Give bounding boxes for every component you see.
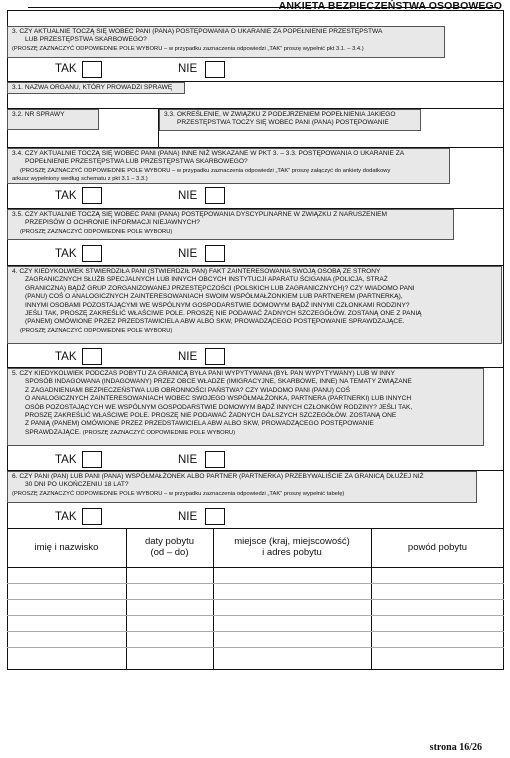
no-label: NIE xyxy=(178,63,198,75)
q6-yes-checkbox[interactable] xyxy=(82,508,102,525)
question-3-3-text-2: PRZESTĘPSTWA TOCZY SIĘ WOBEC PANI (PANA) POSTĘPOWANIE xyxy=(177,119,389,127)
q3-4-yes-checkbox[interactable] xyxy=(82,187,102,204)
column-header-dates xyxy=(126,536,213,558)
table-header-divider xyxy=(7,567,504,568)
question-3-note: (PROSZĘ ZAZNACZYĆ ODPOWIEDNIE POLE WYBORU – w przypadku zaznaczenia odpowiedzi „TAK” proszę wypełnić pkt 3.1. – 3.4.) xyxy=(12,45,364,52)
question-3-4-note: (PROSZĘ ZAZNACZYĆ ODPOWIEDNIE POLE WYBORU – w przypadku zaznaczenia odpowiedzi „TAK” proszę załączyć do ankiety dodatkowy xyxy=(20,167,391,174)
no-label: NIE xyxy=(178,248,198,260)
question-5-text: SPOSÓB INDAGOWANA (INDAGOWANY) PRZEZ OBCE WŁADZE (IMIGRACYJNE, SKARBOWE, INNE) NA TEMATY ZWIĄZANE xyxy=(25,378,412,386)
question-4-text: (PANU) COŚ O ANALOGICZNYCH ZAINTERESOWANIACH SWOIM WSPÓŁMAŁŻONKIEM LUB PARTNEREM (PARTNERKĄ), xyxy=(25,293,403,301)
yes-label: TAK xyxy=(55,511,77,523)
question-4-text: JEŚLI TAK, PROSZĘ ZAKREŚLIĆ WŁAŚCIWE POLE. PROSZĘ NIE PODAWAĆ ŻADNYCH SZCZEGÓŁÓW. ZOSTANĄ ONE Z PANIĄ xyxy=(25,310,422,318)
question-4 xyxy=(7,266,502,344)
question-3 xyxy=(7,26,445,58)
question-3-4-text: 3.4. CZY AKTUALNIE TOCZĄ SIĘ WOBEC PANI (PANA) INNE NIŻ WSKAZANE W PKT 3. – 3.3. POSTĘPOWANIA O UKARANIE ZA xyxy=(12,150,405,157)
column-header-place-line2: i adres pobytu xyxy=(262,547,322,558)
column-header-place-line1: miejsce (kraj, miejscowość) xyxy=(234,536,350,547)
question-3-3-text: 3.3. OKREŚLENIE, W ZWIĄZKU Z PODEJRZENIEM POPEŁNIENIA JAKIEGO xyxy=(164,111,396,118)
column-header-dates-line2: (od – do) xyxy=(150,547,189,558)
question-3-4 xyxy=(7,148,450,184)
question-3-5-text-2: PRZEPISÓW O OCHRONIE INFORMACJI NIEJAWNYCH? xyxy=(25,219,200,227)
question-3-4-text-2: POPEŁNIENIE PRZESTĘPSTWA LUB PRZESTĘPSTWA SKARBOWEGO? xyxy=(25,158,248,166)
question-4-text: 4. CZY KIEDYKOLWIEK STWIERDZIŁA PANI (STWIERDZIŁ PAN) FAKT ZAINTERESOWANIA SWOJĄ OSOBĄ ZE STRONY xyxy=(12,268,381,275)
column-header-place xyxy=(213,536,371,558)
page-header-title: ANKIETA BEZPIECZEŃSTWA OSOBOWEGO xyxy=(278,0,502,12)
question-3-4-note-2: arkusz wypełniony według schematu z pkt 3.1 – 3.3.) xyxy=(12,176,148,183)
q3-4-no-checkbox[interactable] xyxy=(205,187,225,204)
yes-label: TAK xyxy=(55,248,77,260)
question-5-text: O ANALOGICZNYCH ZAINTERESOWANIACH WOBEC SWOJEGO WSPÓŁMAŁŻONKA, PARTNERA (PARTNERKI) LUB INNYCH xyxy=(25,395,412,403)
question-3-1-label: 3.1. NAZWA ORGANU, KTÓRY PROWADZI SPRAWĘ xyxy=(12,84,173,91)
question-3-3 xyxy=(159,109,421,131)
q5-no-checkbox[interactable] xyxy=(205,451,225,468)
q3-yes-checkbox[interactable] xyxy=(82,61,102,78)
no-label: NIE xyxy=(178,351,198,363)
page-number: strona 16/26 xyxy=(429,742,482,753)
question-4-text: INNYMI OSOBAMI POZOSTAJĄCYMI WE WSPÓLNYM GOSPODARSTWIE DOMOWYM BĄDŹ INNYMI CZŁONKAMI RODZINY? xyxy=(25,301,410,309)
question-4-text: (PANEM) OMÓWIONE PRZEZ PRZEDSTAWICIELA ABW ALBO SKW, PROWADZĄCEGO POSTĘPOWANIE SPRAWDZAJĄCE. xyxy=(25,318,405,326)
question-6-text-2: 30 DNI PO UKOŃCZENIU 18 LAT? xyxy=(25,481,129,489)
yes-label: TAK xyxy=(55,63,77,75)
q3-5-yes-checkbox[interactable] xyxy=(82,245,102,262)
question-5-note: (PROSZĘ ZAZNACZYĆ ODPOWIEDNIE POLE WYBORU) xyxy=(82,429,235,436)
no-label: NIE xyxy=(178,511,198,523)
table-row[interactable] xyxy=(7,599,504,600)
no-label: NIE xyxy=(178,454,198,466)
question-5-text: Z ZAGADNIENIAMI BEZPIECZEŃSTWA LUB OBRONNOŚCI PAŃSTWA? CZY WIADOMO PANI (PANU) COŚ xyxy=(25,386,351,394)
question-3-5 xyxy=(7,209,454,240)
question-3-5-note: (PROSZĘ ZAZNACZYĆ ODPOWIEDNIE POLE WYBORU) xyxy=(20,228,173,235)
divider xyxy=(7,528,504,529)
table-row[interactable] xyxy=(7,647,504,648)
question-4-note: (PROSZĘ ZAZNACZYĆ ODPOWIEDNIE POLE WYBORU) xyxy=(20,327,173,334)
question-4-text: ZAGRANICZNYCH SŁUŻB SPECJALNYCH LUB INNYCH OBCYCH INSTYTUCJI APARATU ŚCIGANIA (POLICJA, STRAŻ xyxy=(25,276,388,284)
yes-label: TAK xyxy=(55,190,77,202)
column-header-name: imię i nazwisko xyxy=(34,542,99,553)
question-5 xyxy=(7,368,484,446)
yes-label: TAK xyxy=(55,454,77,466)
table-row[interactable] xyxy=(7,631,504,632)
no-label: NIE xyxy=(178,190,198,202)
question-5-text: PROSZĘ ZAKREŚLIĆ WŁAŚCIWE POLE. PROSZĘ NIE PODAWAĆ ŻADNYCH DALSZYCH SZCZEGÓŁÓW. ZOSTANĄ ONE xyxy=(25,412,397,420)
q3-5-no-checkbox[interactable] xyxy=(205,245,225,262)
question-3-5-text: 3.5. CZY AKTUALNIE TOCZĄ SIĘ WOBEC PANI (PANA) POSTĘPOWANIA DYSCYPLINARNE W ZWIĄZKU Z NARUSZENIEM xyxy=(12,211,388,218)
question-5-text: Z PANIĄ (PANEM) OMÓWIONE PRZEZ PRZEDSTAWICIELA ABW ALBO SKW, PROWADZĄCEGO POSTĘPOWANIE xyxy=(25,420,374,428)
question-6-note: (PROSZĘ ZAZNACZYĆ ODPOWIEDNIE POLE WYBORU – w przypadku zaznaczenia odpowiedzi „TAK” proszę wypełnić tabelę) xyxy=(12,490,345,497)
table-row[interactable] xyxy=(7,583,504,584)
question-5-text: 5. CZY KIEDYKOLWIEK PODCZAS POBYTU ZA GRANICĄ BYŁA PANI WYPYTYWANA (BYŁ PAN WYPYTYWANY) LUB W INNY xyxy=(12,370,395,377)
column-header-dates-line1: daty pobytu xyxy=(144,536,195,547)
question-3-2 xyxy=(7,109,99,130)
q4-yes-checkbox[interactable] xyxy=(82,348,102,365)
q3-no-checkbox[interactable] xyxy=(205,61,225,78)
yes-label: TAK xyxy=(55,351,77,363)
question-3-text-2: LUB PRZESTĘPSTWA SKARBOWEGO? xyxy=(25,36,147,44)
question-3-text: 3. CZY AKTUALNIE TOCZĄ SIĘ WOBEC PANI (PANA) POSTĘPOWANIA O UKARANIE ZA POPEŁNIENIE PRZESTĘPSTWA xyxy=(12,28,383,35)
q6-no-checkbox[interactable] xyxy=(205,508,225,525)
column-header-reason: powód pobytu xyxy=(407,542,468,553)
table-row[interactable] xyxy=(7,615,504,616)
q5-yes-checkbox[interactable] xyxy=(82,451,102,468)
q4-no-checkbox[interactable] xyxy=(205,348,225,365)
question-5-text: SPRAWDZAJĄCE. xyxy=(25,428,81,436)
question-3-1 xyxy=(7,82,185,94)
question-6 xyxy=(7,471,477,503)
question-4-text: GRANICZNA) BĄDŹ GRUP ZORGANIZOWANEJ PRZESTĘPCZOŚCI (POLSKICH LUB ZAGRANICZNYCH)? CZY WIADOMO PANI xyxy=(25,284,415,292)
question-3-2-label: 3.2. NR SPRAWY xyxy=(12,111,65,118)
question-6-text: 6. CZY PANI (PAN) LUB PANI (PANA) WSPÓŁMAŁŻONEK ALBO PARTNER (PARTNERKA) PRZEBYWALIŚCIE ZA GRANICĄ DŁUŻEJ NIŻ xyxy=(12,473,424,480)
question-5-text: OSÓB POZOSTAJĄCYCH WE WSPÓLNYM GOSPODARSTWIE DOMOWYM BĄDŹ INNYCH CZŁONKÓW RODZINY? JEŚLI TAK, xyxy=(25,403,413,411)
